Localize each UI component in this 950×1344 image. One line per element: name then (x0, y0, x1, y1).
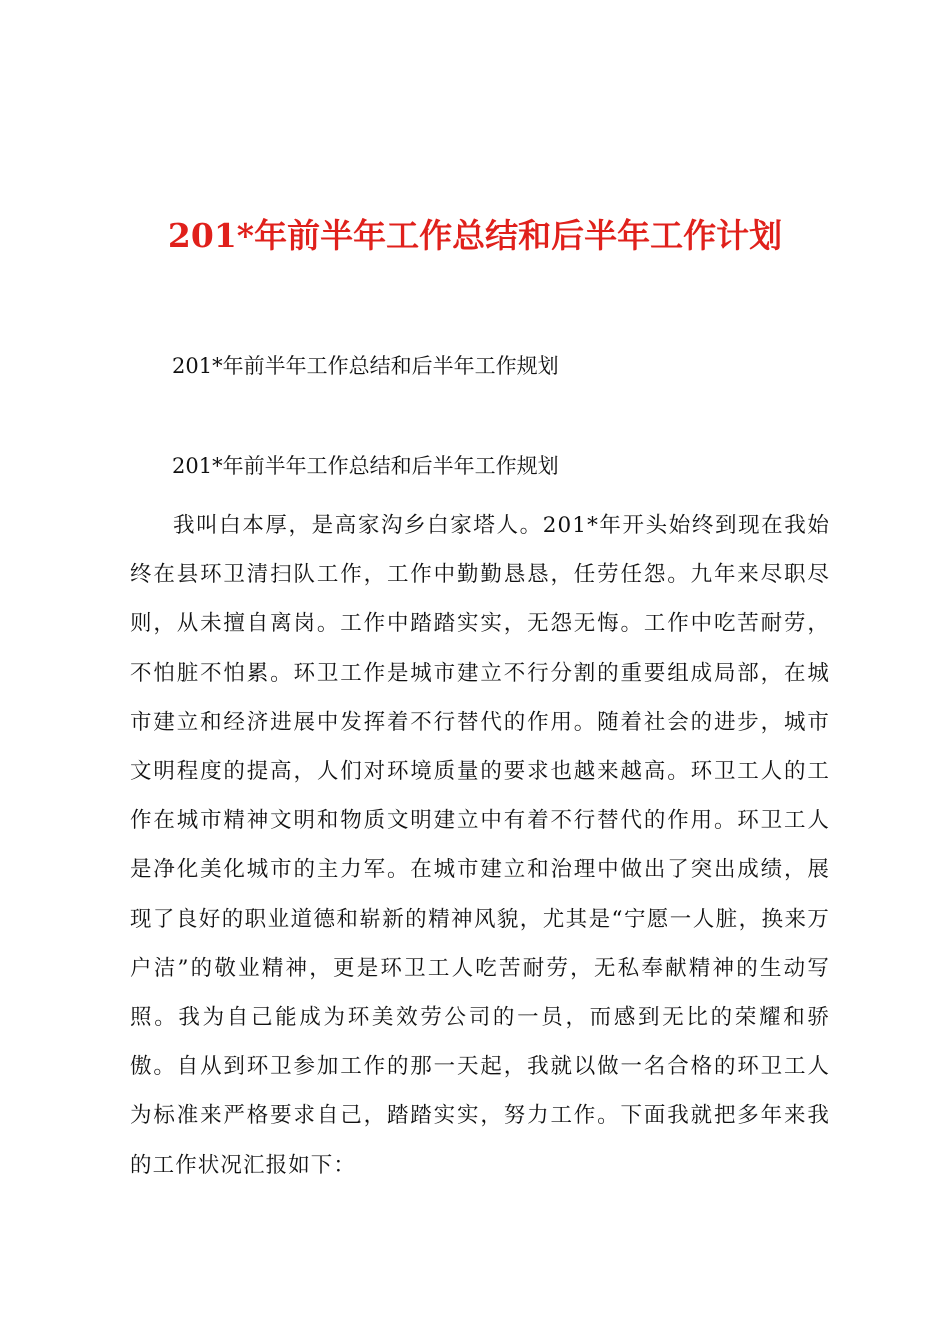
section-heading: 201*年前半年工作总结和后半年工作规划 (172, 454, 559, 478)
document-subtitle: 201*年前半年工作总结和后半年工作规划 (172, 354, 559, 378)
body-paragraph: 我叫白本厚，是高家沟乡白家塔人。201*年开头始终到现在我始终在县环卫清扫队工作，工作中勤勤恳恳，任劳任怨。九年来尽职尽则，从未擅自离岗。工作中踏踏实实，无怨无悔。工作中吃苦耐劳，不怕脏不怕累。环卫工作是城市建立不行分割的重要组成局部，在城市建立和经济进展中发挥着不行替代的作用。随着社会的进步，城市文明程度的提高，人们对环境质量的要求也越来越高。环卫工人的工作在城市精神文明和物质文明建立中有着不行替代的作用。环卫工人是净化美化城市的主力军。在城市建立和治理中做出了突出成绩，展现了良好的职业道德和崭新的精神风貌，尤其是“宁愿一人脏，换来万户洁”的敬业精神，更是环卫工人吃苦耐劳，无私奉献精神的生动写照。我为自己能成为环美效劳公司的一员，而感到无比的荣耀和骄傲。自从到环卫参加工作的那一天起，我就以做一名合格的环卫工人为标准来严格要求自己，踏踏实实，努力工作。下面我就把多年来我的工作状况汇报如下： (130, 513, 830, 1178)
document-title: 201*年前半年工作总结和后半年工作计划 (167, 216, 783, 255)
